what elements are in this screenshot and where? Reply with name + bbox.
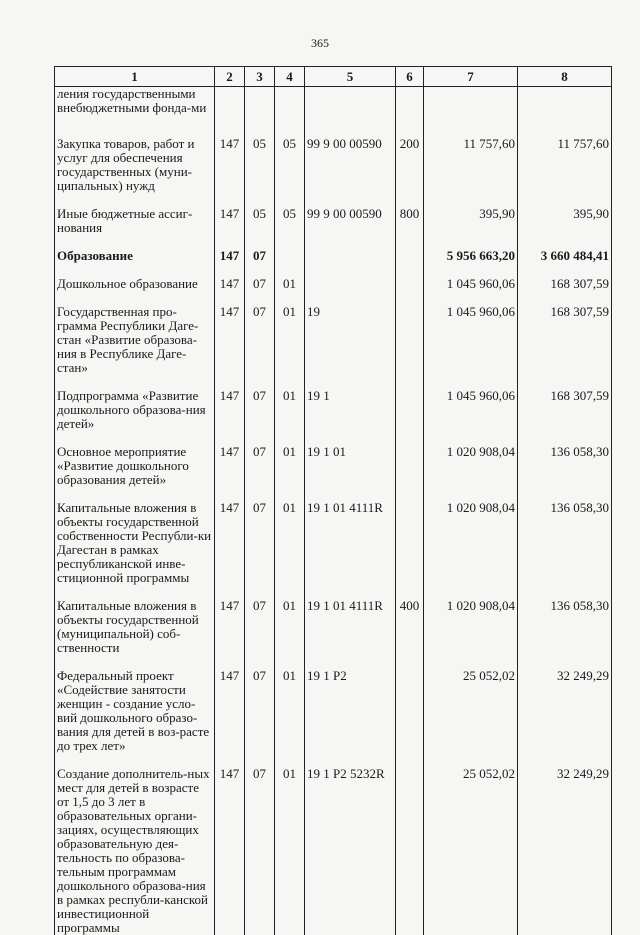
row-subsection: 01 <box>275 599 305 669</box>
row-target-article <box>305 277 396 305</box>
row-name: Капитальные вложения в объекты государственной собственности Республи-ки Дагестан в рамках республиканской инве-стиционной программы <box>55 501 215 599</box>
row-section: 07 <box>245 669 275 767</box>
row-name: Федеральный проект «Содействие занятости женщин - создание усло-вий дошкольного образо-вания для детей в воз-расте до трех лет» <box>55 669 215 767</box>
row-section: 07 <box>245 767 275 935</box>
row-amount-year-2: 168 307,59 <box>518 389 612 445</box>
row-subsection: 01 <box>275 277 305 305</box>
row-ministry-code: 147 <box>215 137 245 207</box>
row-amount-year-2: 168 307,59 <box>518 305 612 389</box>
row-amount-year-2: 3 660 484,41 <box>518 249 612 277</box>
row-amount-year-2: 32 249,29 <box>518 767 612 935</box>
row-name: Иные бюджетные ассиг-нования <box>55 207 215 249</box>
row-amount-year-2: 32 249,29 <box>518 669 612 767</box>
row-amount-year-1: 395,90 <box>424 207 518 249</box>
table-row <box>55 249 612 277</box>
header-col-4: 4 <box>275 67 305 87</box>
row-expense-type: 400 <box>396 599 424 669</box>
row-target-article: 19 1 P2 5232R <box>305 767 396 935</box>
row-name: Основное мероприятие «Развитие дошкольного образования детей» <box>55 445 215 501</box>
row-section: 05 <box>245 207 275 249</box>
header-col-3: 3 <box>245 67 275 87</box>
row-subsection: 01 <box>275 305 305 389</box>
row-expense-type <box>396 277 424 305</box>
row-section: 07 <box>245 599 275 669</box>
row-amount-year-1: 1 020 908,04 <box>424 501 518 599</box>
row-section: 07 <box>245 501 275 599</box>
row-ministry-code: 147 <box>215 445 245 501</box>
row-expense-type <box>396 445 424 501</box>
table-row <box>55 277 612 305</box>
row-amount-year-1: 5 956 663,20 <box>424 249 518 277</box>
table-row <box>55 389 612 445</box>
row-ministry-code: 147 <box>215 669 245 767</box>
row-expense-type: 200 <box>396 137 424 207</box>
row-amount-year-1: 1 045 960,06 <box>424 305 518 389</box>
row-target-article: 99 9 00 00590 <box>305 137 396 207</box>
row-target-article: 19 1 <box>305 389 396 445</box>
table-body <box>55 87 612 935</box>
row-expense-type <box>396 767 424 935</box>
row-subsection <box>275 87 305 138</box>
row-amount-year-1: 1 045 960,06 <box>424 277 518 305</box>
row-name: ления государственными внебюджетными фонда-ми <box>55 87 215 138</box>
row-subsection: 05 <box>275 207 305 249</box>
row-target-article: 19 1 01 4111R <box>305 599 396 669</box>
row-expense-type <box>396 305 424 389</box>
row-name: Подпрограмма «Развитие дошкольного образова-ния детей» <box>55 389 215 445</box>
row-amount-year-1 <box>424 87 518 138</box>
row-amount-year-1: 1 045 960,06 <box>424 389 518 445</box>
row-ministry-code: 147 <box>215 389 245 445</box>
row-name: Государственная про-грамма Республики Даге-стан «Развитие образова-ния в Республике Даге-стан» <box>55 305 215 389</box>
row-subsection: 05 <box>275 137 305 207</box>
row-target-article: 19 1 01 4111R <box>305 501 396 599</box>
row-expense-type <box>396 669 424 767</box>
row-target-article: 19 1 P2 <box>305 669 396 767</box>
row-expense-type <box>396 501 424 599</box>
row-amount-year-2: 136 058,30 <box>518 599 612 669</box>
row-target-article: 99 9 00 00590 <box>305 207 396 249</box>
row-ministry-code: 147 <box>215 249 245 277</box>
budget-table <box>54 66 612 935</box>
row-subsection: 01 <box>275 445 305 501</box>
header-col-5: 5 <box>305 67 396 87</box>
row-ministry-code <box>215 87 245 138</box>
row-amount-year-1: 1 020 908,04 <box>424 445 518 501</box>
row-section: 07 <box>245 389 275 445</box>
row-expense-type <box>396 87 424 138</box>
row-name: Образование <box>55 249 215 277</box>
header-col-1: 1 <box>55 67 215 87</box>
row-expense-type <box>396 249 424 277</box>
table-header-row <box>55 67 612 87</box>
row-amount-year-2: 136 058,30 <box>518 501 612 599</box>
row-expense-type <box>396 389 424 445</box>
table-row <box>55 445 612 501</box>
table-row <box>55 305 612 389</box>
row-name: Создание дополнитель-ных мест для детей в возрасте от 1,5 до 3 лет в образовательных органи-зациях, осуществляющих образовательную дея-тельность по образова-тельным программам дошкольного образова-ния в рамках республи-канской инвестиционной программы <box>55 767 215 935</box>
row-amount-year-2: 136 058,30 <box>518 445 612 501</box>
row-ministry-code: 147 <box>215 501 245 599</box>
row-amount-year-1: 25 052,02 <box>424 669 518 767</box>
row-amount-year-2: 395,90 <box>518 207 612 249</box>
row-section: 05 <box>245 137 275 207</box>
row-section: 07 <box>245 445 275 501</box>
row-ministry-code: 147 <box>215 599 245 669</box>
row-expense-type: 800 <box>396 207 424 249</box>
row-section <box>245 87 275 138</box>
row-subsection: 01 <box>275 389 305 445</box>
row-subsection: 01 <box>275 767 305 935</box>
row-target-article <box>305 249 396 277</box>
table-row <box>55 87 612 138</box>
table-row <box>55 669 612 767</box>
row-amount-year-2: 168 307,59 <box>518 277 612 305</box>
row-subsection: 01 <box>275 669 305 767</box>
row-name: Закупка товаров, работ и услуг для обеспечения государственных (муни-ципальных) нужд <box>55 137 215 207</box>
row-section: 07 <box>245 249 275 277</box>
row-target-article <box>305 87 396 138</box>
row-name: Капитальные вложения в объекты государственной (муниципальной) соб-ственности <box>55 599 215 669</box>
row-target-article: 19 <box>305 305 396 389</box>
row-section: 07 <box>245 277 275 305</box>
table-row <box>55 137 612 207</box>
header-col-8: 8 <box>518 67 612 87</box>
header-col-6: 6 <box>396 67 424 87</box>
row-amount-year-1: 1 020 908,04 <box>424 599 518 669</box>
row-amount-year-2: 11 757,60 <box>518 137 612 207</box>
row-subsection <box>275 249 305 277</box>
row-amount-year-2 <box>518 87 612 138</box>
header-col-7: 7 <box>424 67 518 87</box>
row-name: Дошкольное образование <box>55 277 215 305</box>
table-row <box>55 207 612 249</box>
row-section: 07 <box>245 305 275 389</box>
row-ministry-code: 147 <box>215 207 245 249</box>
row-subsection: 01 <box>275 501 305 599</box>
table-row <box>55 767 612 935</box>
row-ministry-code: 147 <box>215 277 245 305</box>
table-row <box>55 599 612 669</box>
row-ministry-code: 147 <box>215 305 245 389</box>
row-ministry-code: 147 <box>215 767 245 935</box>
table-row <box>55 501 612 599</box>
row-amount-year-1: 11 757,60 <box>424 137 518 207</box>
header-col-2: 2 <box>215 67 245 87</box>
row-target-article: 19 1 01 <box>305 445 396 501</box>
row-amount-year-1: 25 052,02 <box>424 767 518 935</box>
page-number: 365 <box>0 36 640 51</box>
